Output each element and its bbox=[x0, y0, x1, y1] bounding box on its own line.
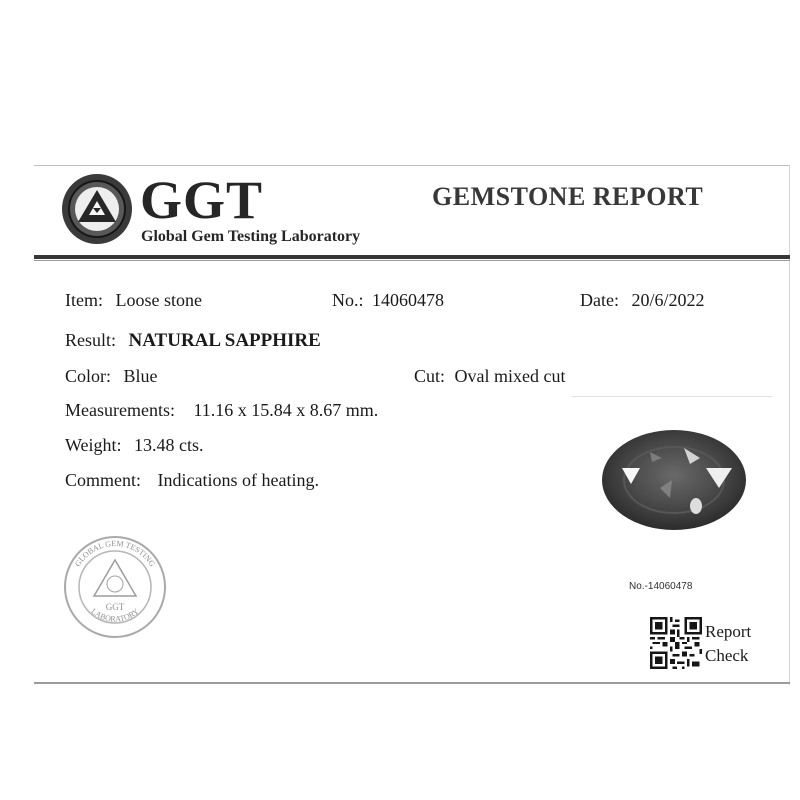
triangle-diamond-emblem-icon bbox=[60, 172, 134, 246]
weight-label: Weight: bbox=[65, 435, 122, 455]
color-field bbox=[65, 366, 158, 387]
report-check-line1[interactable]: Report bbox=[705, 622, 752, 641]
measurements-label: Measurements: bbox=[65, 400, 175, 420]
card-bottom-border bbox=[34, 682, 790, 684]
brand-name: GGT bbox=[140, 170, 264, 230]
number-value: 14060478 bbox=[372, 290, 444, 310]
seal-bottom-text: LABORATORY bbox=[89, 606, 141, 624]
weight-value: 13.48 cts. bbox=[134, 435, 204, 455]
measurements-value: 11.16 x 15.84 x 8.67 mm. bbox=[193, 400, 379, 420]
seal-top-text: GLOBAL GEM TESTING bbox=[73, 538, 157, 569]
number-label: No.: bbox=[332, 290, 364, 310]
result-label: Result: bbox=[65, 330, 117, 350]
laboratory-seal-icon bbox=[60, 532, 170, 642]
item-value: Loose stone bbox=[115, 290, 202, 310]
comment-field bbox=[65, 470, 319, 491]
item-label: Item: bbox=[65, 290, 103, 310]
weight-field bbox=[65, 435, 204, 456]
card-right-border bbox=[789, 165, 790, 685]
comment-value: Indications of heating. bbox=[157, 470, 319, 490]
card-top-border bbox=[34, 165, 790, 166]
measurements-field bbox=[65, 400, 378, 421]
report-number: No.-14060478 bbox=[629, 581, 693, 592]
svg-text:GLOBAL GEM TESTING bbox=[73, 539, 157, 568]
color-value: Blue bbox=[123, 366, 158, 386]
faint-divider bbox=[572, 396, 772, 397]
header-divider bbox=[34, 255, 790, 259]
report-check-line2[interactable]: Check bbox=[705, 646, 749, 665]
number-field bbox=[332, 290, 444, 311]
item-field bbox=[65, 290, 202, 311]
color-label: Color: bbox=[65, 366, 112, 386]
cut-field bbox=[414, 366, 566, 387]
result-value: NATURAL SAPPHIRE bbox=[128, 330, 321, 351]
oval-sapphire-photo-icon bbox=[600, 428, 748, 532]
brand-subtitle: Global Gem Testing Laboratory bbox=[141, 228, 361, 245]
report-title: GEMSTONE REPORT bbox=[432, 182, 704, 211]
cut-label: Cut: bbox=[414, 366, 446, 386]
seal-center-text: GGT bbox=[105, 602, 125, 612]
header-divider-thin bbox=[34, 260, 790, 261]
qr-code-icon[interactable] bbox=[650, 617, 702, 669]
date-label: Date: bbox=[580, 290, 619, 310]
cut-value: Oval mixed cut bbox=[454, 366, 566, 386]
comment-label: Comment: bbox=[65, 470, 141, 490]
date-value: 20/6/2022 bbox=[631, 290, 705, 310]
date-field bbox=[580, 290, 705, 311]
result-field bbox=[65, 330, 321, 352]
